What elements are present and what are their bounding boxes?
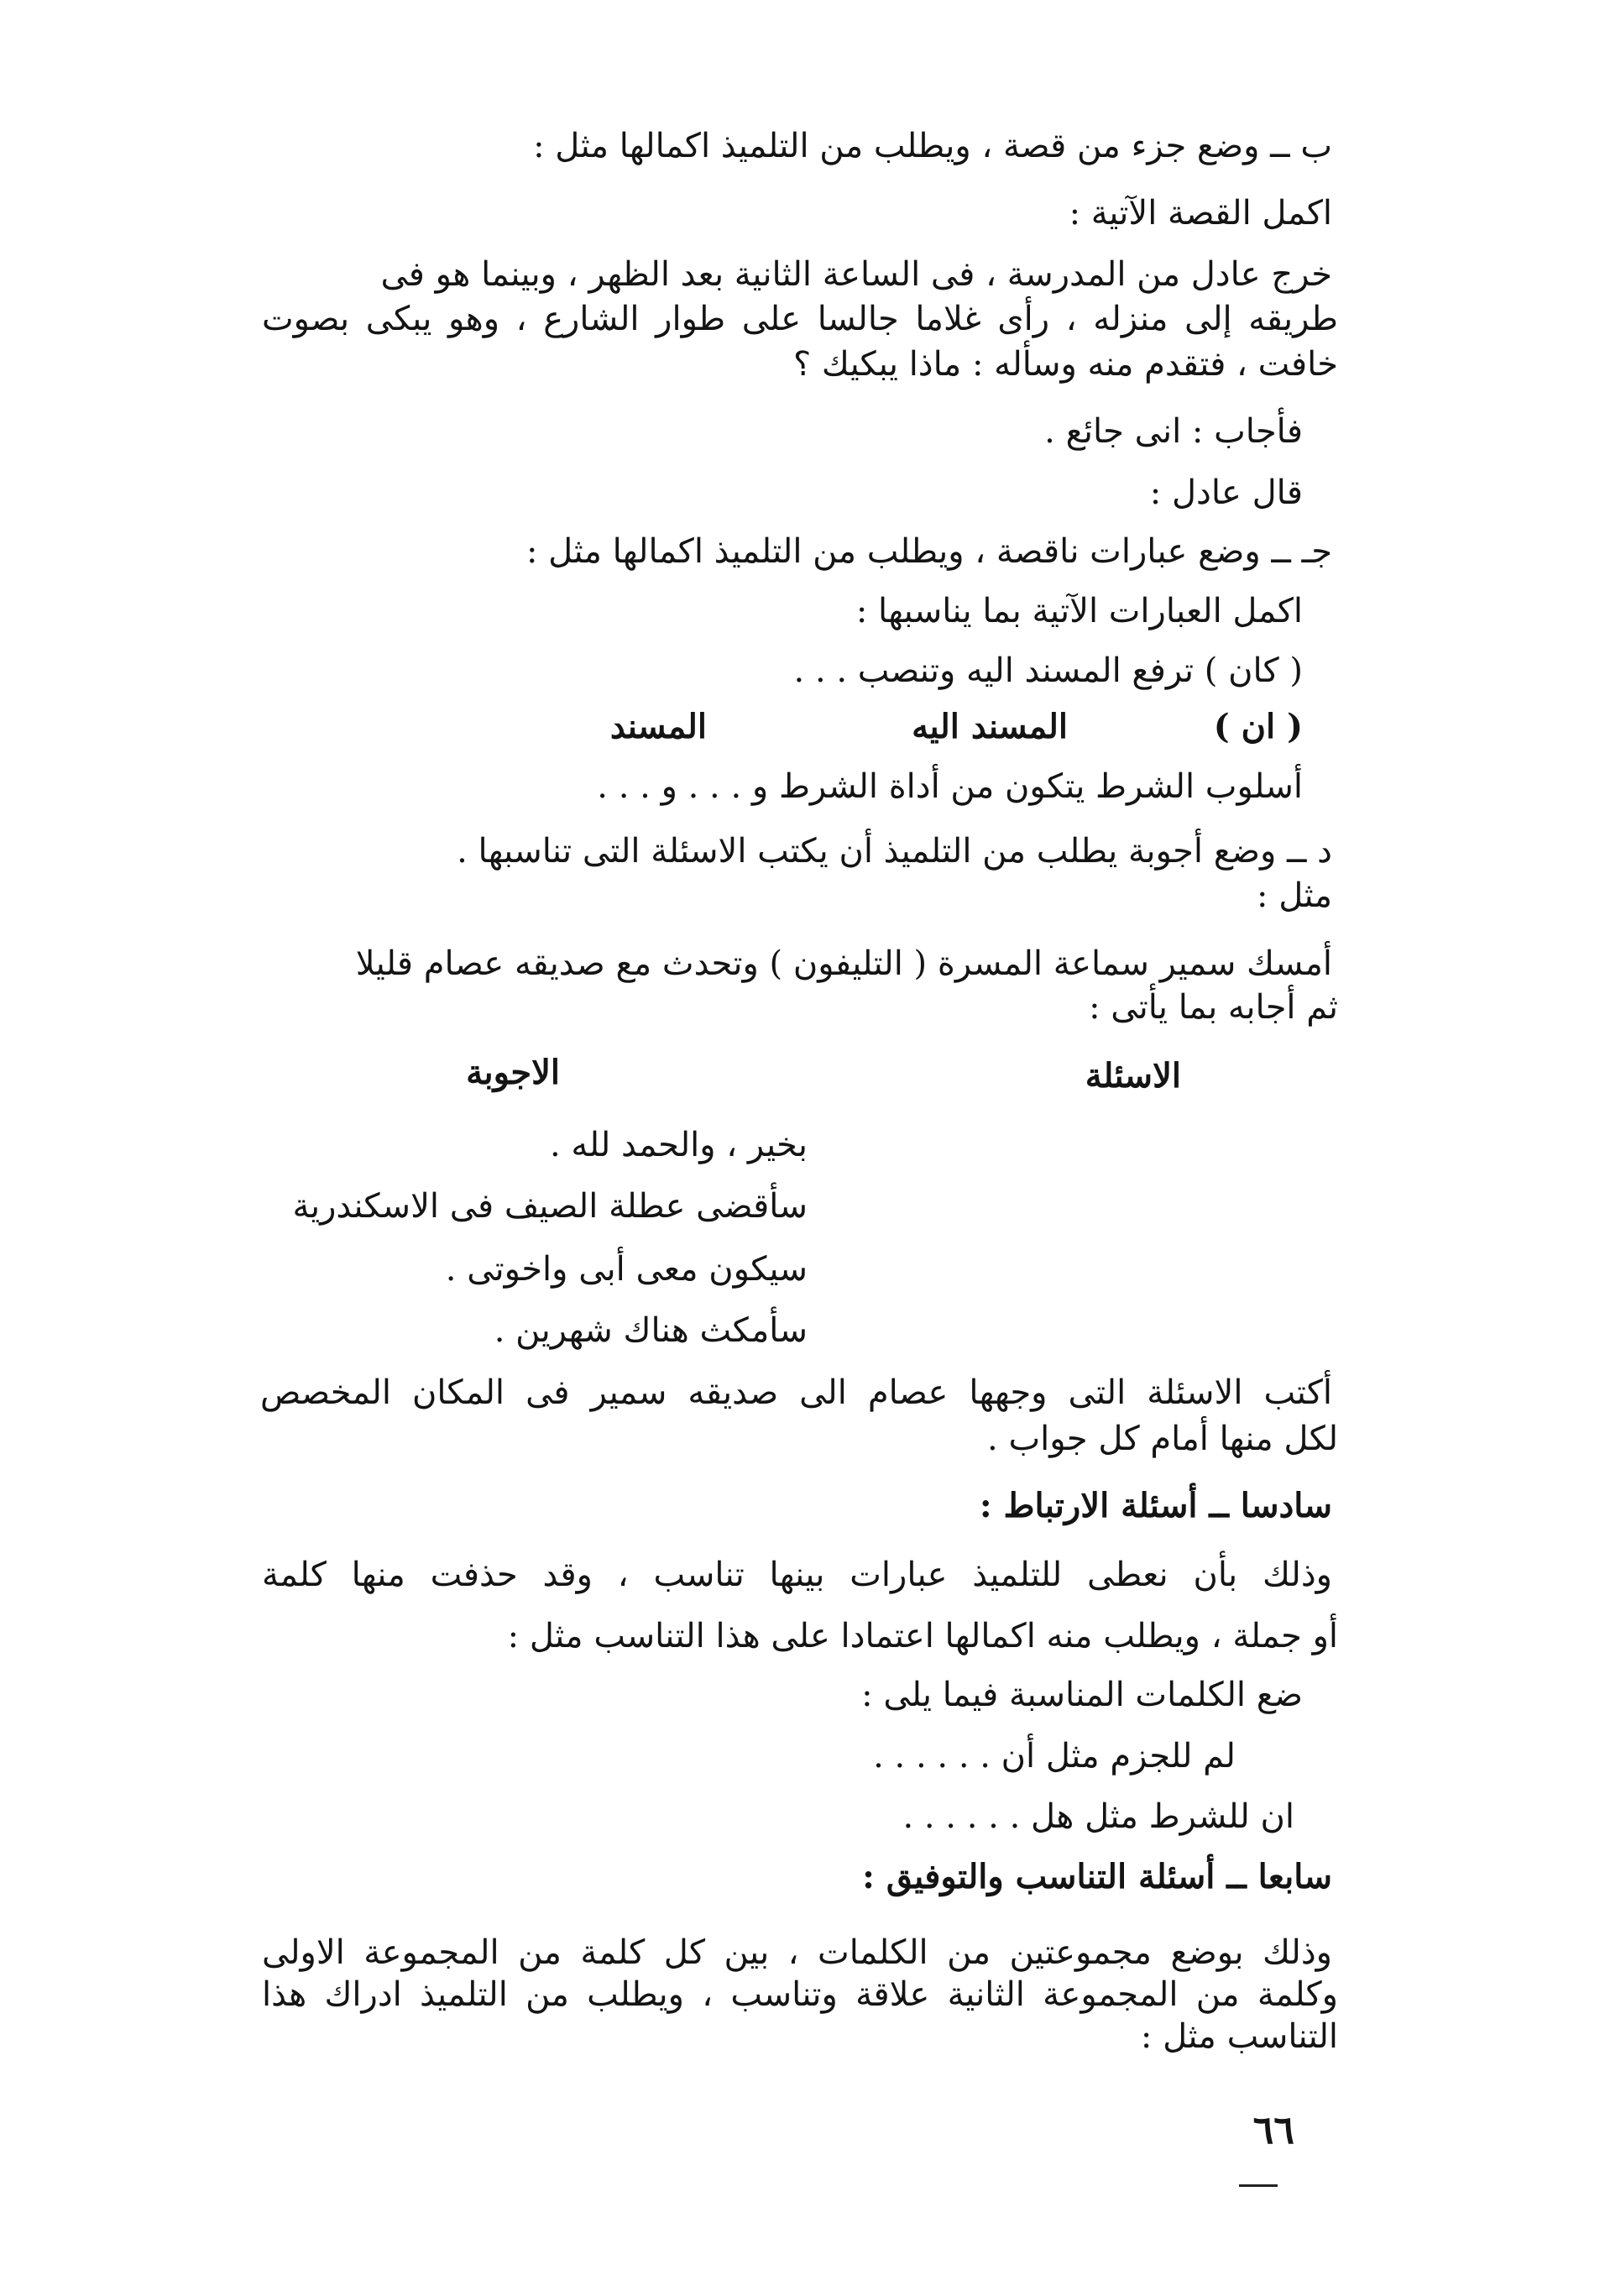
paragraph-line: جـ ــ وضع عبارات ناقصة ، ويطلب من التلميذ اكمالها مثل : [525,532,1332,571]
paragraph-line: خافت ، فتقدم منه وسأله : ماذا يبكيك ؟ [792,345,1338,384]
table-cell: المسند اليه [912,707,1068,746]
paragraph-line: أكتب الاسئلة التى وجهها عصام الى صديقه سمير فى المكان المخصص [260,1373,1332,1412]
paragraph-line: ثم أجابه بما يأتى : [1089,988,1338,1027]
table-cell: ( ان ) [1213,707,1303,746]
paragraph-line: وذلك بوضع مجموعتين من الكلمات ، بين كل كلمة من المجموعة الاولى [262,1933,1333,1972]
answer-item: سيكون معى أبى واخوتى . [445,1250,808,1289]
table-cell: المسند [609,707,707,746]
paragraph-line: أسلوب الشرط يتكون من أداة الشرط و . . . و . . . [597,767,1303,806]
footer-dash [1239,2184,1278,2187]
paragraph-line: خرج عادل من المدرسة ، فى الساعة الثانية بعد الظهر ، وبينما هو فى [380,255,1332,294]
column-header: الاسئلة [1085,1056,1181,1096]
paragraph-line: طريقه إلى منزله ، رأى غلاما جالسا على طوار الشارع ، وهو يبكى بصوت [262,300,1338,338]
paragraph-line: اكمل العبارات الآتية بما يناسبها : [855,592,1303,630]
paragraph-line: ان للشرط مثل هل . . . . . . [902,1797,1294,1836]
column-header: الاجوبة [466,1053,560,1092]
section-heading: سابعا ــ أسئلة التناسب والتوفيق : [862,1857,1332,1896]
paragraph-line: ب ــ وضع جزء من قصة ، ويطلب من التلميذ اكمالها مثل : [533,127,1332,165]
paragraph-line: قال عادل : [1149,473,1303,512]
paragraph-line: أو جملة ، ويطلب منه اكمالها اعتمادا على هذا التناسب مثل : [507,1617,1338,1655]
paragraph-line: أمسك سمير سماعة المسرة ( التليفون ) وتحدث مع صديقه عصام قليلا [355,944,1332,983]
paragraph-line: فأجاب : انى جائع . [1044,412,1303,451]
paragraph-line: ضع الكلمات المناسبة فيما يلى : [861,1676,1303,1714]
paragraph-line: اكمل القصة الآتية : [1069,194,1332,233]
answer-item: سأمكث هناك شهرين . [494,1311,808,1350]
paragraph-line: التناسب مثل : [1140,2017,1338,2056]
answer-item: بخير ، والحمد لله . [549,1126,808,1164]
paragraph-line: وكلمة من المجموعة الثانية علاقة وتناسب ، ويطلب من التلميذ ادراك هذا [262,1975,1338,2014]
paragraph-line: مثل : [1257,876,1332,915]
paragraph-line: د ــ وضع أجوبة يطلب من التلميذ أن يكتب الاسئلة التى تناسبها . [457,832,1332,871]
paragraph-line: لكل منها أمام كل جواب . [987,1420,1338,1458]
section-heading: سادسا ــ أسئلة الارتباط : [979,1486,1332,1525]
paragraph-line: لم للجزم مثل أن . . . . . . [873,1737,1236,1776]
page-number: ٦٦ [1252,2107,1294,2152]
paragraph-line: ( كان ) ترفع المسند اليه وتنصب . . . [793,651,1303,690]
paragraph-line: وذلك بأن نعطى للتلميذ عبارات بينها تناسب ، وقد حذفت منها كلمة [262,1556,1332,1594]
answer-item: سأقضى عطلة الصيف فى الاسكندرية [292,1187,808,1226]
